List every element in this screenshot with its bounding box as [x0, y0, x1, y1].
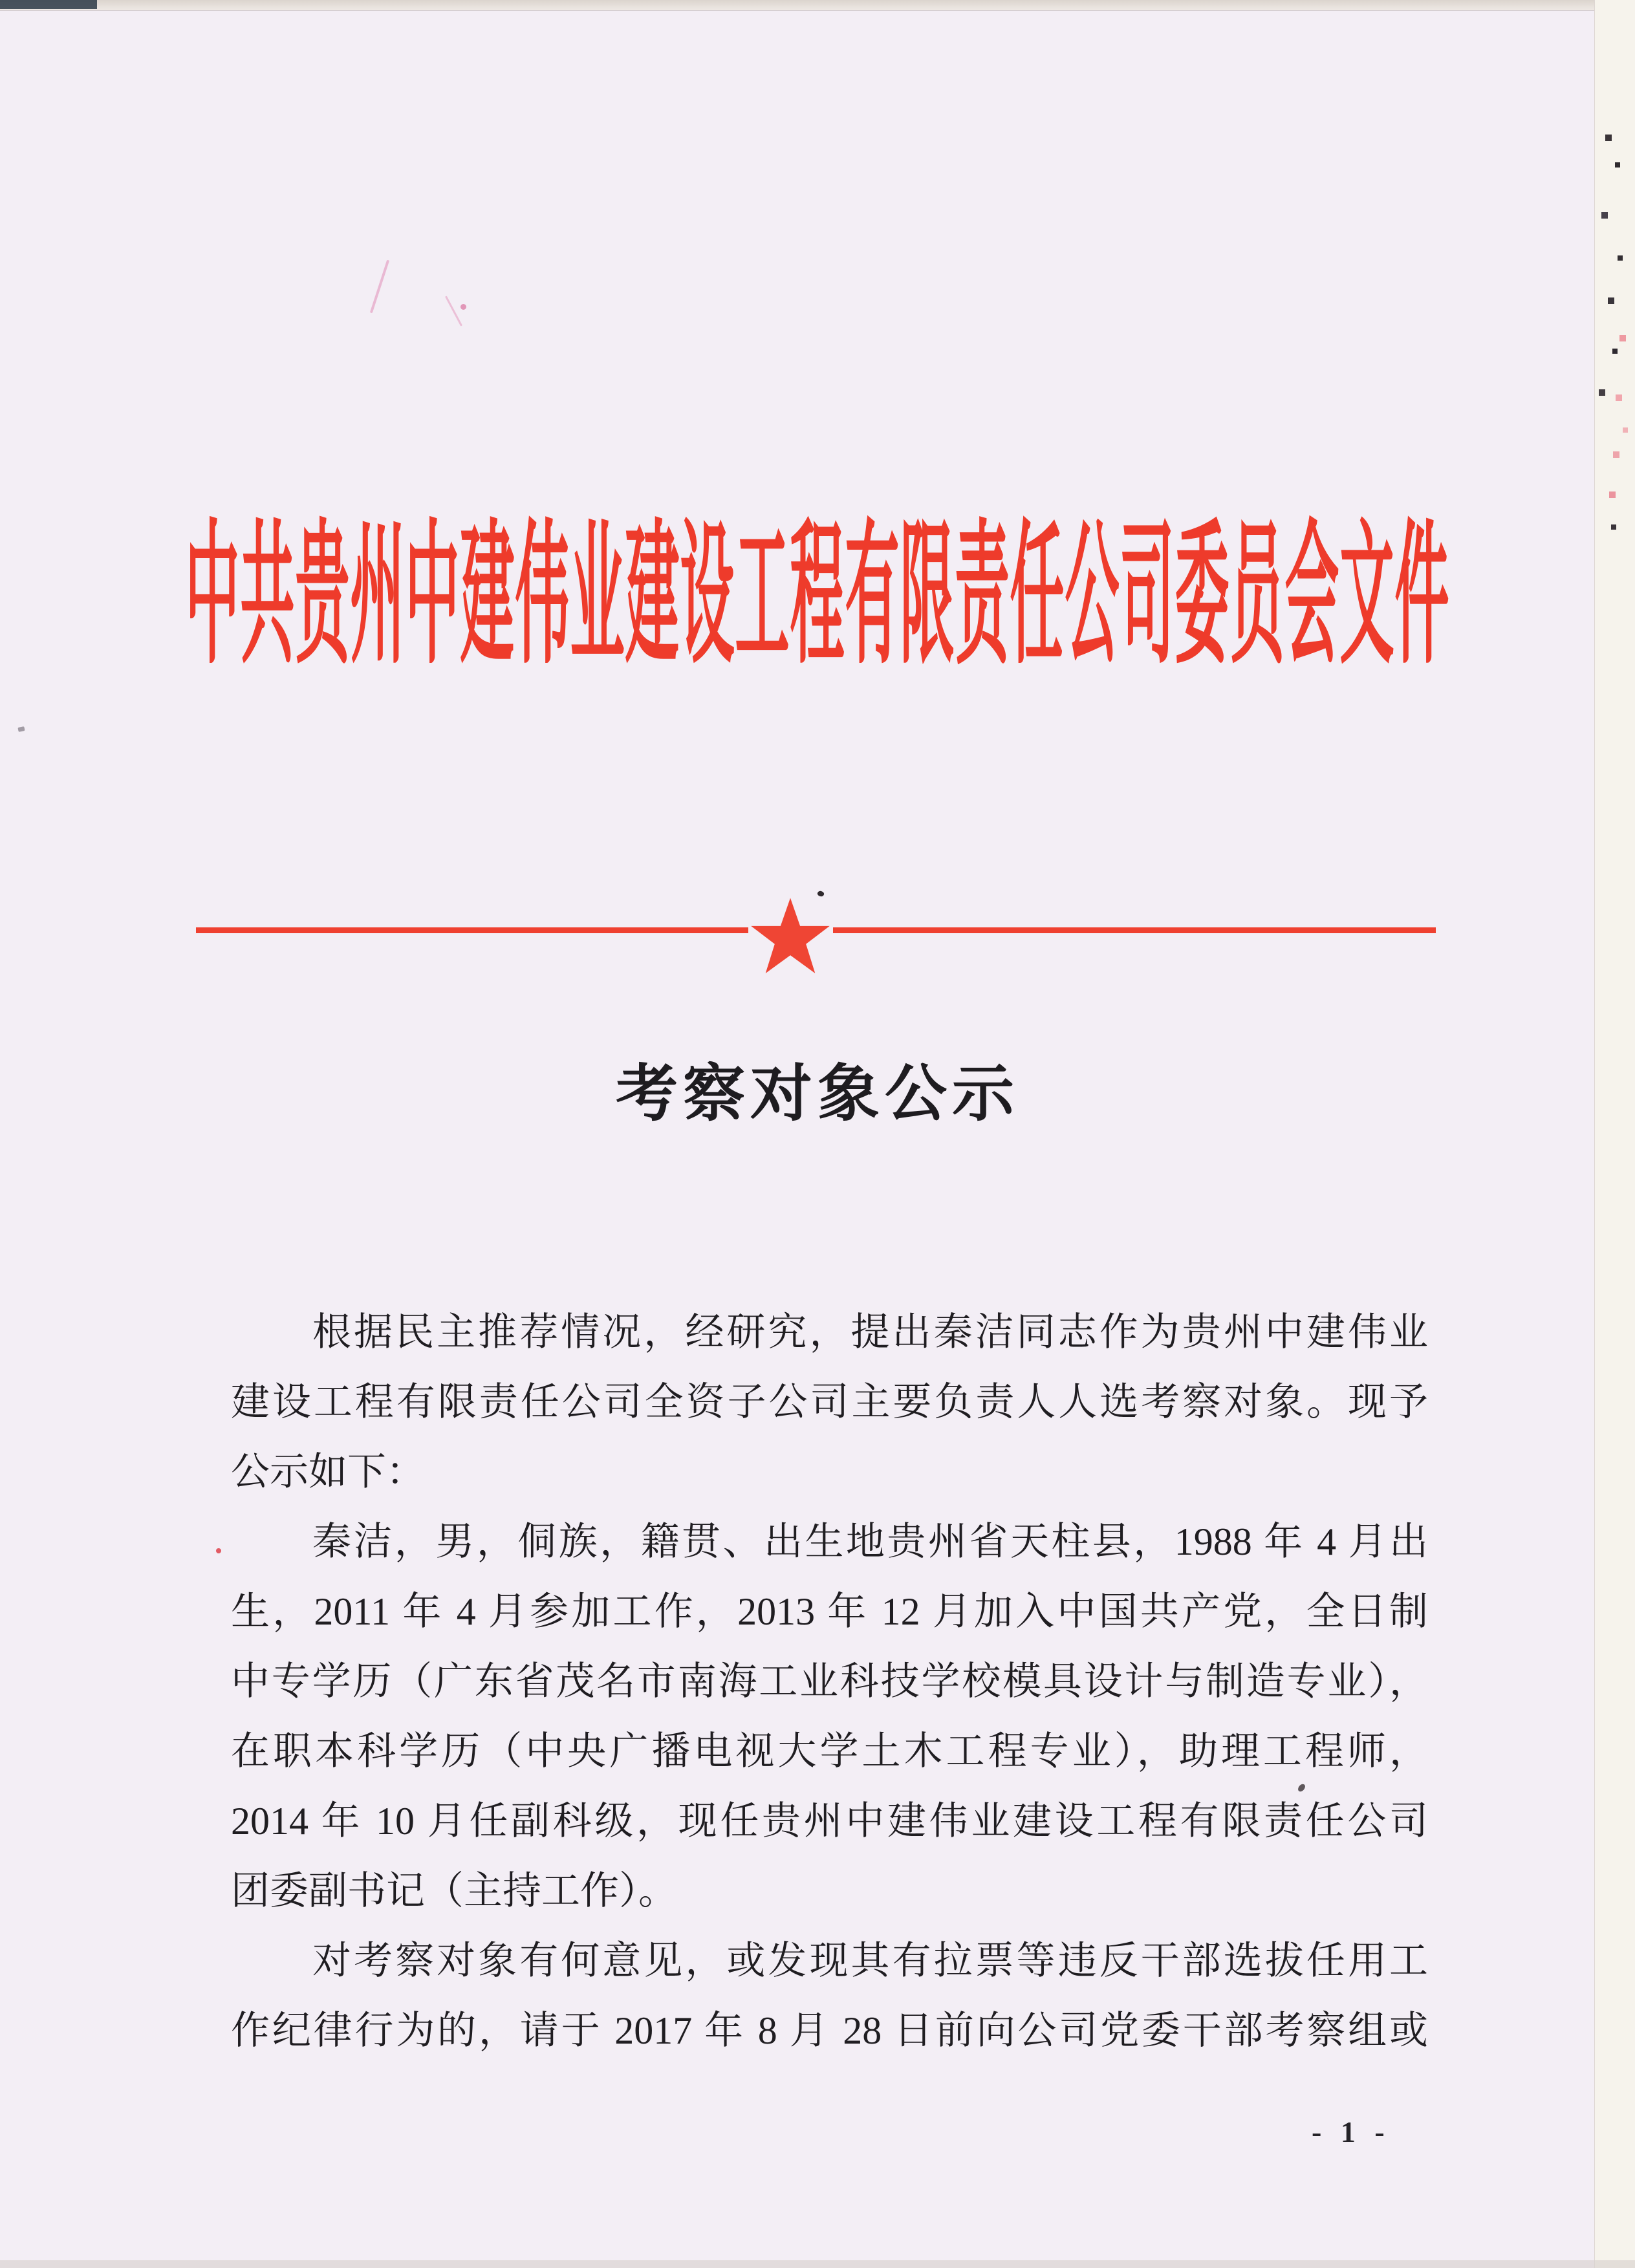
- scan-speckles: [1595, 0, 1599, 4]
- body-line-p2-2: 生，2011 年 4 月参加工作，2013 年 12 月加入中国共产党，全日制: [231, 1590, 1428, 1633]
- document-body: [231, 1297, 1428, 2066]
- page-number: - 1 -: [1312, 2115, 1391, 2148]
- body-line-p3-2: 作纪律行为的，请于 2017 年 8 月 28 日前向公司党委干部考察组或: [231, 2009, 1428, 2052]
- scanner-top-edge: [0, 0, 1635, 11]
- body-line-p2-3: 中专学历（广东省茂名市南海工业科技学校模具设计与制造专业），: [231, 1660, 1428, 1703]
- scanner-bottom-edge: [0, 2260, 1635, 2268]
- red-star-icon: [750, 896, 830, 977]
- body-line-p3-1: 对考察对象有何意见，或发现其有拉票等违反干部选拔任用工: [312, 1939, 1428, 1982]
- body-line-p2-5: 2014 年 10 月任副科级，现任贵州中建伟业建设工程有限责任公司: [231, 1800, 1428, 1842]
- letterhead-title: 中共贵州中建伟业建设工程有限责任公司委员会文件: [185, 511, 1450, 683]
- body-line-p1-3: 公示如下：: [231, 1451, 425, 1493]
- pink-ink-mark: [370, 259, 389, 313]
- red-ink-dot: [216, 1548, 221, 1553]
- pink-ink-dot: [460, 304, 466, 310]
- pink-ink-mark: [445, 296, 462, 326]
- body-line-p2-6: 团委副书记（主持工作）。: [231, 1870, 677, 1912]
- body-line-p1-1: 根据民主推荐情况，经研究，提出秦洁同志作为贵州中建伟业: [312, 1311, 1428, 1354]
- body-line-p1-2: 建设工程有限责任公司全资子公司主要负责人人选考察对象。现予: [231, 1381, 1428, 1423]
- red-divider-line-right: [833, 927, 1436, 933]
- body-line-p2-4: 在职本科学历（中央广播电视大学土木工程专业），助理工程师，: [231, 1730, 1428, 1773]
- scanner-top-dark-strip: [0, 0, 97, 9]
- body-line-p2-1: 秦洁，男，侗族，籍贯、出生地贵州省天柱县，1988 年 4 月出: [312, 1520, 1428, 1563]
- red-divider-line-left: [196, 927, 748, 933]
- document-title: 考察对象公示: [616, 1059, 1019, 1129]
